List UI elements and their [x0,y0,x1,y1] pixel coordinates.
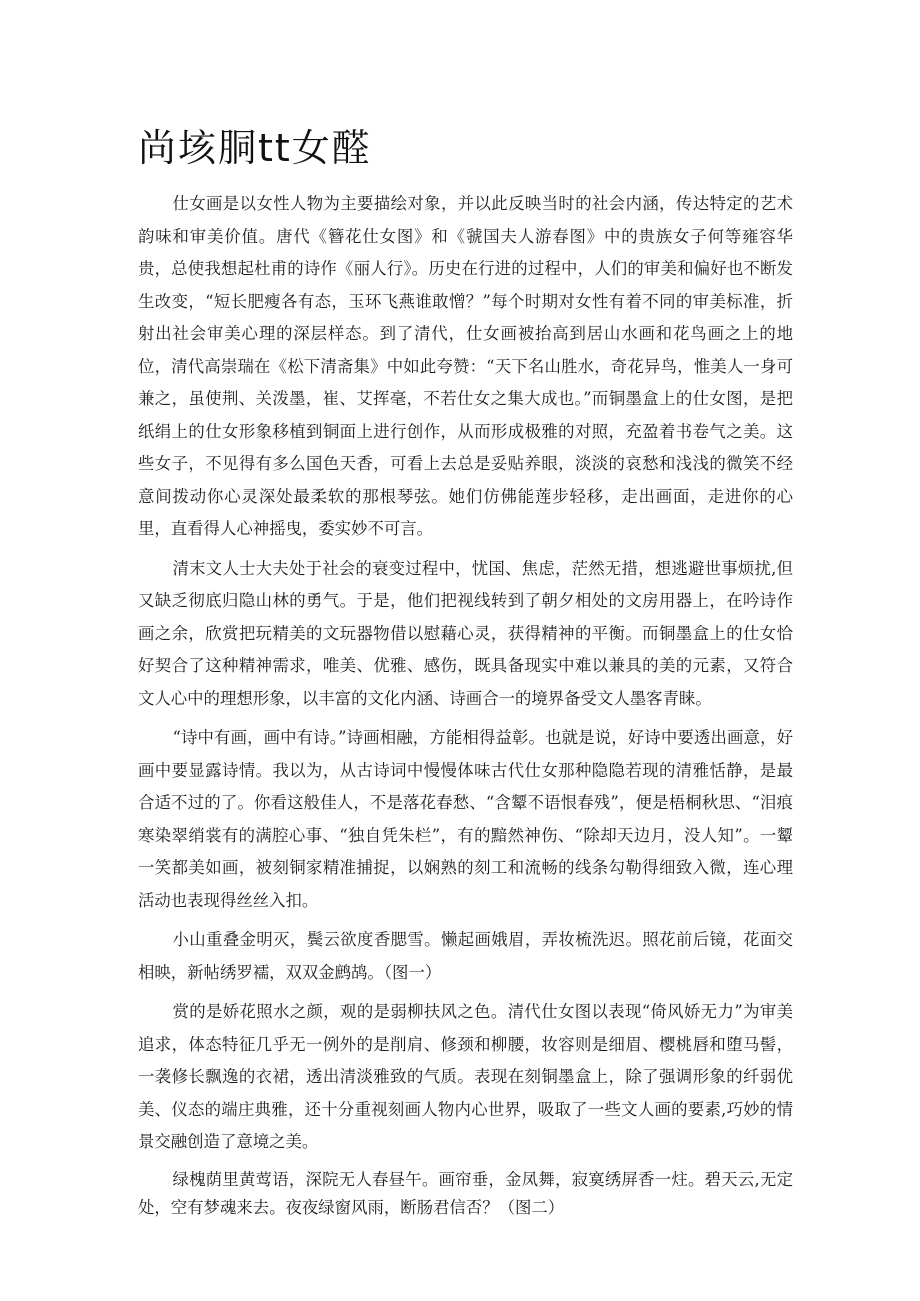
paragraph-poem-one: 小山重叠金明灭，鬓云欲度香腮雪。懒起画娥眉，弄妆梳洗迟。照花前后镜，花面交相映，新帖绣罗襦，双双金鹧鸪。（图一） [138,930,793,982]
paragraph-aesthetics: 赏的是娇花照水之颜，观的是弱柳扶风之色。清代仕女图以表现“倚风娇无力”为审美追求，体态特征几乎无一例外的是削肩、修颈和柳腰，妆容则是细眉、樱桃唇和堕马髻，一袭修长飘逸的衣裙，透出清淡雅致的气质。表现在刻铜墨盒上，除了强调形象的纤弱优美、仪态的端庄典雅，还十分重视刻画人物内心世界，吸取了一些文人画的要素,巧妙的情景交融创造了意境之美。 [138,1002,793,1151]
paragraph-poetry-painting: “诗中有画，画中有诗。”诗画相融，方能相得益彰。也就是说，好诗中要透出画意，好画中要显露诗情。我以为，从古诗词中慢慢体味古代仕女那种隐隐若现的清雅恬静，是最合适不过的了。你看这般佳人，不是落花春愁、“含颦不语恨春残”，便是梧桐秋思、“泪痕寒染翠绡裳有的满腔心事、“独自凭朱栏”，有的黯然神伤、“除却天边月，没人知”。一颦一笑都美如画，被刻铜家精准捕捉，以娴熟的刻工和流畅的线条勾勒得细致入微，连心理活动也表现得丝丝入扣。 [138,728,793,910]
paragraph-literati: 清末文人士大夫处于社会的衰变过程中，忧国、焦虑，茫然无措，想逃避世事烦扰,但又缺乏彻底归隐山林的勇气。于是，他们把视线转到了朝夕相处的文房用器上，在吟诗作画之余，欣赏把玩精美的文玩器物借以慰藉心灵，获得精神的平衡。而铜墨盒上的仕女恰好契合了这种精神需求，唯美、优雅、感伤，既具备现实中难以兼具的美的元素，又符合文人心中的理想形象，以丰富的文化内涵、诗画合一的境界备受文人墨客青睐。 [138,558,793,708]
paragraph-intro: 仕女画是以女性人物为主要描绘对象，并以此反映当时的社会内涵，传达特定的艺术韵味和审美价值。唐代《簪花仕女图》和《虢国夫人游春图》中的贵族女子何等雍容华贵，总使我想起杜甫的诗作《丽人行》。历史在行进的过程中，人们的审美和偏好也不断发生改变，“短长肥瘦各有态，玉环飞燕谁敢憎？”每个时期对女性有着不同的审美标准，折射出社会审美心理的深层样态。到了清代，仕女画被抬高到居山水画和花鸟画之上的地位，清代高崇瑞在《松下清斋集》中如此夸赞：“天下名山胜水，奇花异鸟，惟美人一身可兼之，虽使荆、关泼墨，崔、艾挥毫，不若仕女之集大成也。”而铜墨盒上的仕女图，是把纸绢上的仕女形象移植到铜面上进行创作，从而形成极雅的对照，充盈着书卷气之美。这些女子，不见得有多么国色天香，可看上去总是妥贴养眼，淡淡的哀愁和浅浅的微笑不经意间拨动你心灵深处最柔软的那根琴弦。她们仿佛能莲步轻移，走出画面，走进你的心里，直看得人心神摇曳，委实妙不可言。 [138,194,793,538]
document-page [138,120,793,1229]
document-title: 尚垓胴tt女醛 [138,126,372,170]
paragraph-poem-two: 绿槐荫里黄莺语，深院无人春昼午。画帘垂，金凤舞，寂寞绣屏香一炷。碧天云,无定处，空有梦魂来去。夜夜绿窗风雨，断肠君信否？（图二） [138,1169,793,1217]
